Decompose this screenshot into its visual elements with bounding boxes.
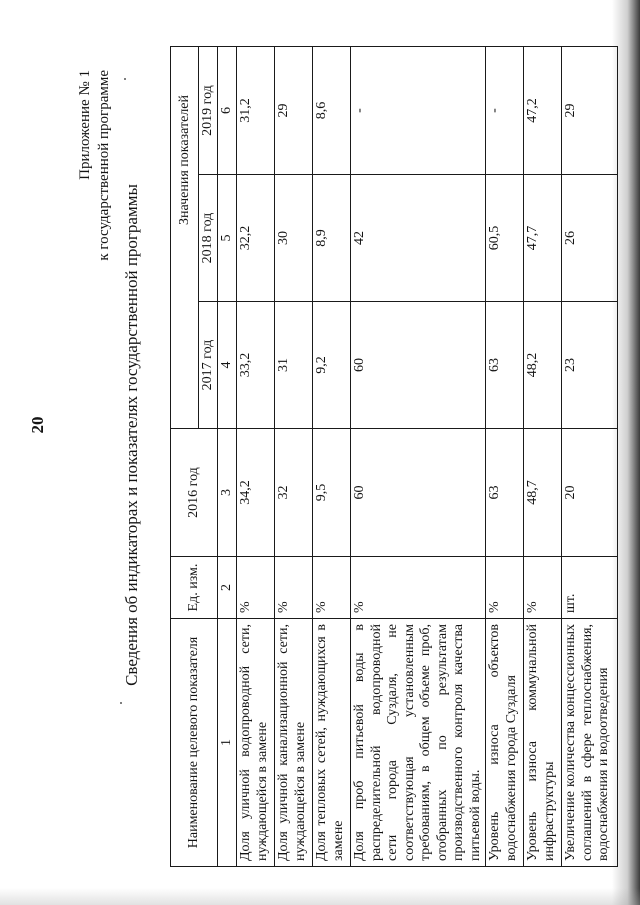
- indicator-name: Доля уличной канализационной сети, нуждающейся в замене: [275, 619, 313, 867]
- indicator-name: Увеличение количества концессионных соглашений в сфере теплоснабжения, водоснабжения и водоотведения: [562, 619, 618, 867]
- value-2019: -: [486, 46, 524, 174]
- appendix-number: Приложение № 1: [77, 70, 93, 180]
- indicator-unit: %: [486, 557, 524, 619]
- column-number: 6: [218, 46, 237, 174]
- value-2016: 63: [486, 429, 524, 557]
- indicator-unit: %: [313, 557, 351, 619]
- page-number: 20: [28, 416, 47, 434]
- table-row: [486, 46, 524, 866]
- scan-bottom-shadow: [0, 888, 640, 905]
- indicators-table: [170, 46, 618, 867]
- rotated-document-page: [28, 25, 612, 885]
- value-2016: 48,7: [524, 429, 562, 557]
- value-2018: 8,9: [313, 175, 351, 302]
- indicator-unit: %: [237, 557, 275, 619]
- document-title: Сведения об индикаторах и показателях государственной программы: [122, 184, 141, 686]
- value-2018: 26: [562, 175, 618, 302]
- value-2017: 9,2: [313, 302, 351, 429]
- value-2017: 23: [562, 302, 618, 429]
- value-2017: 33,2: [237, 302, 275, 429]
- indicator-name: Уровень износа объектов водоснабжения города Суздаля: [486, 619, 524, 867]
- indicator-unit: %: [351, 557, 486, 619]
- value-2017: 48,2: [524, 302, 562, 429]
- value-2019: -: [351, 46, 486, 174]
- value-2019: 31,2: [237, 46, 275, 174]
- value-2016: 9,5: [313, 429, 351, 557]
- table-row: [351, 46, 486, 866]
- header-year-2016: 2016 год: [171, 429, 218, 557]
- indicator-unit: %: [524, 557, 562, 619]
- indicator-name: Доля уличной водопроводной сети, нуждающейся в замене: [237, 619, 275, 867]
- indicator-name: Доля проб питьевой воды в распределительной водопроводной сети города Суздаля, не соответствующая установленным требованиям, в общем объеме проб, отобранных по результатам производственного контроля качества питьевой воды.: [351, 619, 486, 867]
- column-number: 4: [218, 302, 237, 429]
- appendix-heading: [76, 70, 114, 425]
- column-number: 3: [218, 429, 237, 557]
- indicator-unit: %: [275, 557, 313, 619]
- value-2016: 34,2: [237, 429, 275, 557]
- value-2017: 31: [275, 302, 313, 429]
- header-unit: Ед. изм.: [171, 557, 218, 619]
- indicator-unit: шт.: [562, 557, 618, 619]
- value-2018: 47,7: [524, 175, 562, 302]
- indicator-name: Уровень износа коммунальной инфраструктуры: [524, 619, 562, 867]
- value-2019: 8,6: [313, 46, 351, 174]
- value-2019: 29: [275, 46, 313, 174]
- table-row: [237, 46, 275, 866]
- indicator-name: Доля тепловых сетей, нуждающихся в замене: [313, 619, 351, 867]
- value-2019: 29: [562, 46, 618, 174]
- table-row: [562, 46, 618, 866]
- column-number: 2: [218, 557, 237, 619]
- value-2018: 32,2: [237, 175, 275, 302]
- value-2018: 60,5: [486, 175, 524, 302]
- value-2016: 20: [562, 429, 618, 557]
- header-year-2017: 2017 год: [199, 302, 218, 429]
- table-row: [275, 46, 313, 866]
- value-2016: 32: [275, 429, 313, 557]
- header-year-2018: 2018 год: [199, 175, 218, 302]
- value-2018: 42: [351, 175, 486, 302]
- value-2016: 60: [351, 429, 486, 557]
- table-row: [313, 46, 351, 866]
- header-values-group: Значения показателей: [171, 46, 199, 428]
- column-number: 1: [218, 619, 237, 867]
- table-row: [524, 46, 562, 866]
- value-2017: 60: [351, 302, 486, 429]
- value-2017: 63: [486, 302, 524, 429]
- appendix-reference: к государственной программе: [96, 70, 113, 261]
- header-year-2019: 2019 год: [199, 46, 218, 174]
- value-2019: 47,2: [524, 46, 562, 174]
- column-number: 5: [218, 175, 237, 302]
- value-2018: 30: [275, 175, 313, 302]
- header-indicator-name: Наименование целевого показателя: [171, 619, 218, 867]
